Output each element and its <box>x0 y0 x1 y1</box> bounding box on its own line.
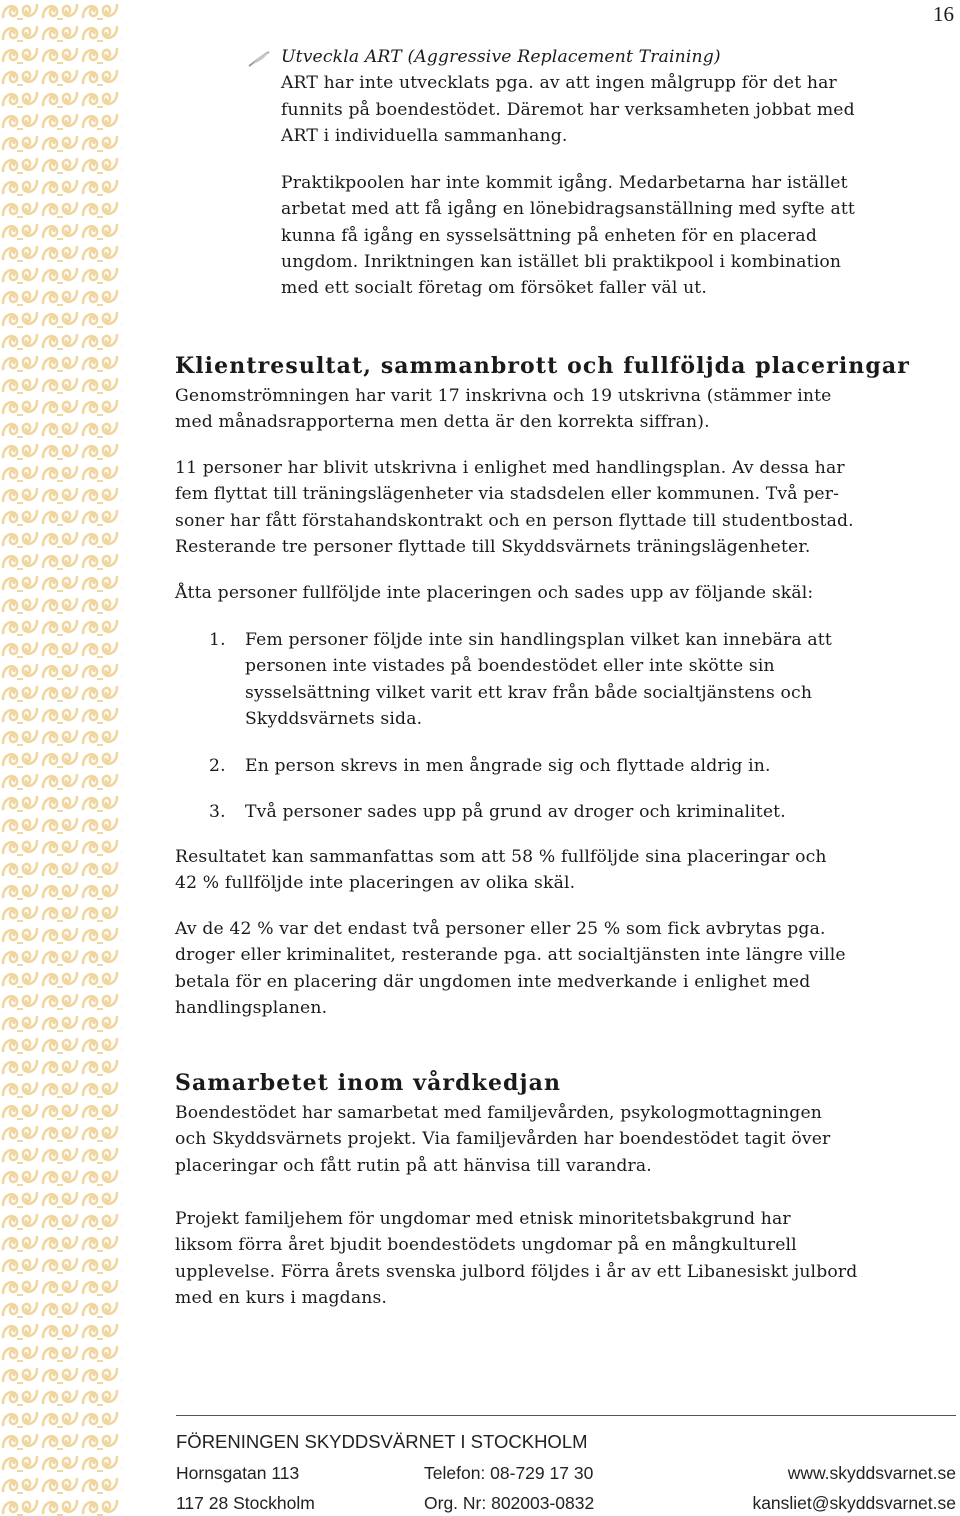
footer-divider <box>176 1415 956 1416</box>
praktik-line: kunna få igång en sysselsättning på enheten för en placerad <box>281 225 817 246</box>
ornamental-border <box>0 0 122 1516</box>
praktik-line: arbetat med att få igång en lönebidragsanställning med syfte att <box>281 199 855 220</box>
text-line: Resterande tre personer flyttade till Skyddsvärnets träningslägenheter. <box>175 536 811 557</box>
art-heading: Utveckla ART (Aggressive Replacement Training) <box>281 47 721 67</box>
klient-paragraph-5 <box>175 916 960 1021</box>
list-line: Fem personer följde inte sin handlingsplan vilket kan innebära att <box>245 630 832 650</box>
text-line: Genomströmningen har varit 17 inskrivna och 19 utskrivna (stämmer inte <box>175 386 832 406</box>
klient-heading: Klientresultat, sammanbrott och fullföljda placeringar <box>175 353 910 379</box>
section-praktikpool <box>281 170 960 301</box>
text-line: Åtta personer fullföljde inte placeringen och sades upp av följande skäl: <box>175 583 814 603</box>
klient-paragraph-3 <box>175 580 960 606</box>
text-line: Projekt familjehem för ungdomar med etnisk minoritetsbakgrund har <box>175 1209 791 1229</box>
text-line: med en kurs i magdans. <box>175 1287 388 1308</box>
art-line: funnits på boendestödet. Däremot har verksamheten jobbat med <box>281 99 855 120</box>
text-line: fem flyttat till träningslägenheter via stadsdelen eller kommunen. Två per- <box>175 484 840 505</box>
feather-bullet-icon <box>247 50 271 68</box>
text-line: Boendestödet har samarbetat med familjevården, psykologmottagningen <box>175 1103 822 1123</box>
list-line: personen inte vistades på boendestödet eller inte skötte sin <box>245 656 775 677</box>
footer-email-link[interactable]: kansliet@skyddsvarnet.se <box>752 1493 956 1513</box>
list-line: Två personer sades upp på grund av droger och kriminalitet. <box>245 802 786 822</box>
art-line: ART i individuella sammanhang. <box>281 125 568 146</box>
list-number: 2. <box>209 756 226 776</box>
samarbete-heading: Samarbetet inom vårdkedjan <box>175 1070 562 1096</box>
samarbete-paragraph-1 <box>175 1100 960 1179</box>
list-number: 3. <box>209 802 226 822</box>
praktik-line: med ett socialt företag om försöket faller väl ut. <box>281 278 707 299</box>
klient-paragraph-2 <box>175 455 960 560</box>
list-line: En person skrevs in men ångrade sig och flyttade aldrig in. <box>245 756 771 776</box>
text-line: 11 personer har blivit utskrivna i enlighet med handlingsplan. Av dessa har <box>175 458 845 478</box>
text-line: och Skyddsvärnets projekt. Via familjevården har boendestödet tagit över <box>175 1129 831 1150</box>
list-number: 1. <box>209 630 226 650</box>
praktik-line: ungdom. Inriktningen kan istället bli praktikpool i kombination <box>281 251 842 272</box>
text-line: droger eller kriminalitet, resterande pga. att socialtjänsten inte längre ville <box>175 945 846 966</box>
text-line: Resultatet kan sammanfattas som att 58 % fullföljde sina placeringar och <box>175 847 827 867</box>
text-line: Av de 42 % var det endast två personer eller 25 % som fick avbrytas pga. <box>175 919 826 939</box>
text-line: med månadsrapporterna men detta är den korrekta siffran). <box>175 412 710 433</box>
text-line: upplevelse. Förra årets svenska julbord följdes i år av ett Libanesiskt julbord <box>175 1261 858 1282</box>
text-line: soner har fått förstahandskontrakt och en person flyttade till studentbostad. <box>175 510 854 531</box>
text-line: placeringar och fått rutin på att hänvisa till varandra. <box>175 1155 652 1176</box>
list-line: Skyddsvärnets sida. <box>245 708 423 729</box>
samarbete-paragraph-2 <box>175 1206 960 1311</box>
page-number: 16 <box>933 2 954 26</box>
footer-address-street: Hornsgatan 113 <box>176 1463 300 1483</box>
text-line: liksom förra året bjudit boendestödets ungdomar på en mångkulturell <box>175 1235 797 1256</box>
klient-paragraph-1 <box>175 383 960 436</box>
list-line: sysselsättning vilket varit ett krav från både socialtjänstens och <box>245 682 813 703</box>
praktik-line: Praktikpoolen har inte kommit igång. Medarbetarna har istället <box>281 173 848 193</box>
text-line: handlingsplanen. <box>175 997 328 1018</box>
section-art <box>281 44 960 149</box>
text-line: 42 % fullföljde inte placeringen av olika skäl. <box>175 873 576 894</box>
footer-website-link[interactable]: www.skyddsvarnet.se <box>787 1463 956 1483</box>
footer-orgnr: Org. Nr: 802003-0832 <box>424 1493 595 1513</box>
footer-org: FÖRENINGEN SKYDDSVÄRNET I STOCKHOLM <box>176 1431 588 1452</box>
footer-address-city: 117 28 Stockholm <box>176 1493 315 1513</box>
klient-paragraph-4 <box>175 844 960 897</box>
text-line: betala för en placering där ungdomen inte medverkande i enlighet med <box>175 971 811 992</box>
art-line: ART har inte utvecklats pga. av att ingen målgrupp för det har <box>281 73 837 94</box>
footer-phone: Telefon: 08-729 17 30 <box>424 1463 594 1483</box>
